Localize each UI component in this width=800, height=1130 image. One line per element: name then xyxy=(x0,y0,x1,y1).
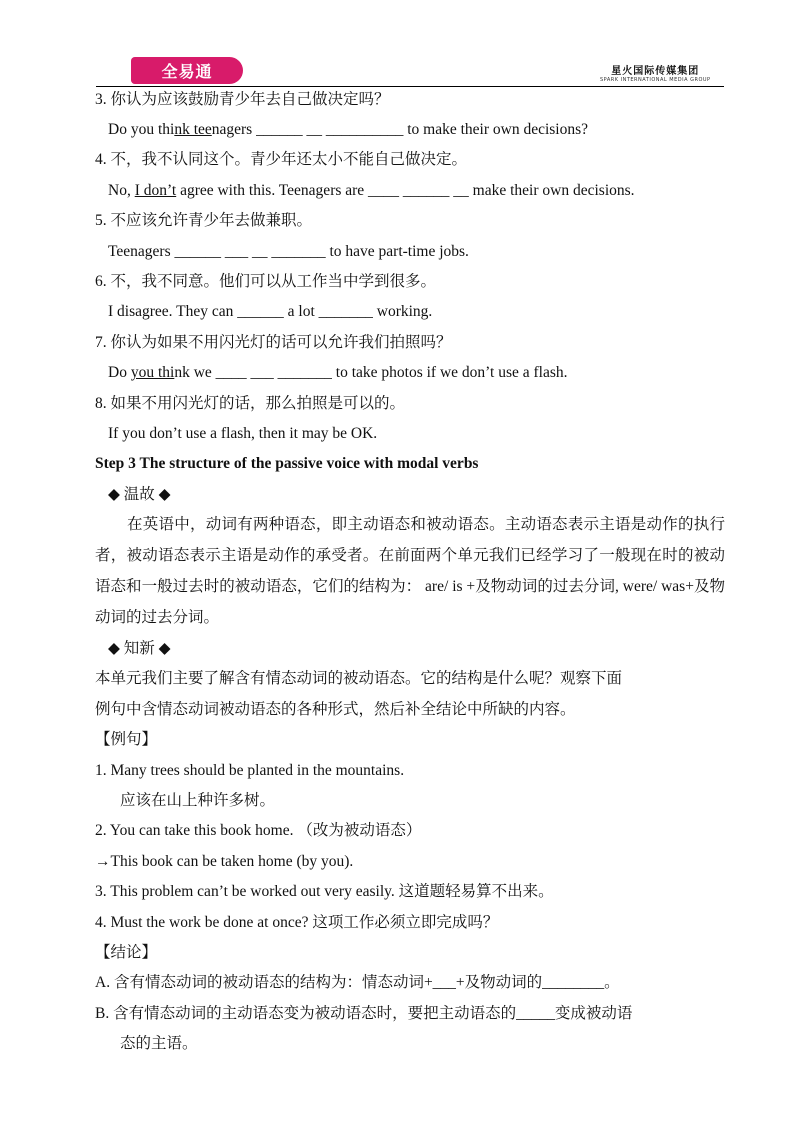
text-segment: Do you thi xyxy=(108,121,175,138)
example-4: 4. Must the work be done at once? 这项工作必须立即完成吗？ xyxy=(95,914,499,931)
conclusion-a: A. 含有情态动词的被动语态的结构为：情态动词+___+及物动词的________。 xyxy=(95,974,620,991)
underlined-segment: I don’t xyxy=(134,182,177,199)
question-6-cn: 6. 不，我不同意。他们可以从工作当中学到很多。 xyxy=(95,273,437,290)
header-divider xyxy=(96,86,724,87)
question-6-en: I disagree. They can ______ a lot _______ working. xyxy=(108,303,433,320)
question-3-cn: 3. 你认为应该鼓励青少年去自己做决定吗？ xyxy=(95,91,390,108)
text-segment: Do xyxy=(108,364,131,381)
conclusion-heading: 【结论】 xyxy=(95,944,158,961)
review-heading: ◆ 温故 ◆ xyxy=(108,486,171,503)
question-3-en xyxy=(108,120,588,140)
new-intro-line-2: 例句中含情态动词被动语态的各种形式，然后补全结论中所缺的内容。 xyxy=(95,701,576,718)
publisher-name-cn: 星火国际传媒集团 xyxy=(611,66,700,77)
review-paragraph: 在英语中，动词有两种语态，即主动语态和被动语态。主动语态表示主语是动作的执行者，被动语态表示主语是动作的承受者。在前面两个单元我们已经学习了一般现在时的被动语态和一般过去时的被动语态，它们的结构为： are/ is +及物动词的过去分词, were/ was+及物动词的过去分词。 xyxy=(95,516,725,626)
underlined-segment: you thi xyxy=(130,364,175,381)
publisher-mark xyxy=(600,62,711,83)
question-5-en: Teenagers ______ ___ __ _______ to have part-time jobs. xyxy=(108,243,469,260)
question-5-cn: 5. 不应该允许青少年去做兼职。 xyxy=(95,212,313,229)
example-2: 2. You can take this book home. （改为被动语态） xyxy=(95,822,422,839)
example-1: 1. Many trees should be planted in the mountains. xyxy=(95,762,405,779)
conclusion-b-line-2: 态的主语。 xyxy=(120,1035,198,1052)
step3-heading: Step 3 The structure of the passive voice with modal verbs xyxy=(95,455,479,472)
question-8-cn: 8. 如果不用闪光灯的话，那么拍照是可以的。 xyxy=(95,395,406,412)
text-segment: nk we ____ ___ _______ to take photos if we don’t use a flash. xyxy=(174,364,568,381)
page-header xyxy=(0,0,800,90)
publisher-name-en: SPARK INTERNATIONAL MEDIA GROUP xyxy=(600,77,711,83)
question-7-cn: 7. 你认为如果不用闪光灯的话可以允许我们拍照吗？ xyxy=(95,334,452,351)
example-1-translation: 应该在山上种许多树。 xyxy=(120,792,276,809)
brand-logo: 全易通 xyxy=(131,57,243,84)
underlined-segment: nk tee xyxy=(174,121,212,138)
examples-heading: 【例句】 xyxy=(95,731,158,748)
example-3: 3. This problem can’t be worked out very easily. 这道题轻易算不出来。 xyxy=(95,883,554,900)
question-7-en xyxy=(108,363,568,383)
conclusion-b-line-1: B. 含有情态动词的主动语态变为被动语态时，要把主动语态的_____变成被动语 xyxy=(95,1005,633,1022)
new-heading: ◆ 知新 ◆ xyxy=(108,640,171,657)
question-4-en xyxy=(108,181,635,201)
question-4-cn: 4. 不，我不认同这个。青少年还太小不能自己做决定。 xyxy=(95,151,468,168)
example-2-passive: →This book can be taken home (by you). xyxy=(95,853,354,870)
text-segment: No, xyxy=(108,182,135,199)
text-segment: nagers ______ __ __________ to make their own decisions? xyxy=(211,121,589,138)
text-segment: agree with this. Teenagers are ____ ______ __ make their own decisions. xyxy=(176,182,635,199)
new-intro-line-1: 本单元我们主要了解含有情态动词的被动语态。它的结构是什么呢？观察下面 xyxy=(95,670,623,687)
question-8-en: If you don’t use a flash, then it may be OK. xyxy=(108,425,378,442)
